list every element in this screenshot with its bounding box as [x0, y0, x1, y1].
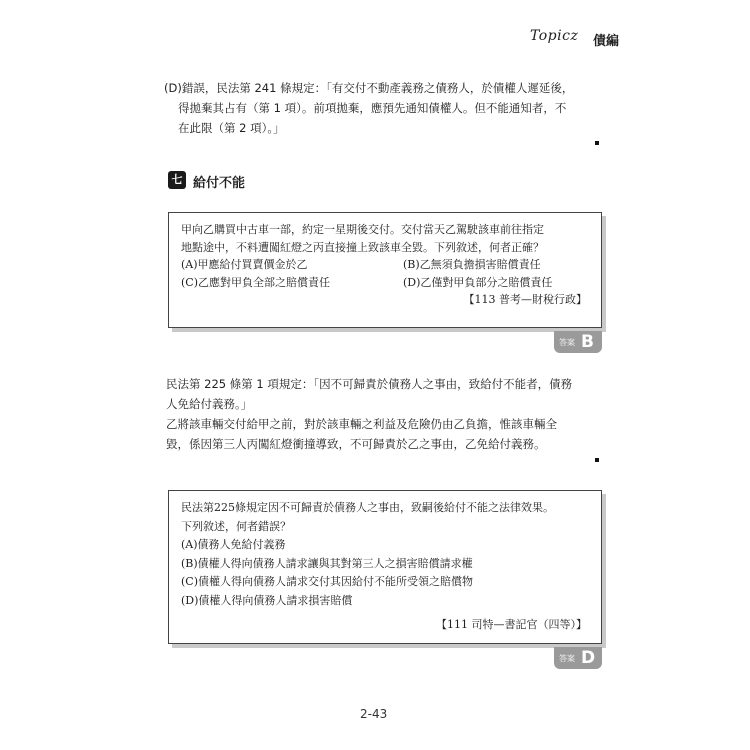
- explanation-line: 在此限（第 2 項）。」: [178, 121, 285, 135]
- question-box-2: [168, 490, 602, 644]
- question-stem: 地點途中，不料遭闖紅燈之丙直接撞上致該車全毀。下列敘述，何者正確？: [181, 240, 544, 254]
- section-number-badge: 七: [168, 171, 186, 189]
- option-d: (D)債權人得向債務人請求損害賠償: [181, 593, 353, 607]
- question-stem: 民法第225條規定因不可歸責於債務人之事由，致嗣後給付不能之法律效果。: [181, 501, 554, 514]
- answer-label: 答案: [559, 654, 575, 663]
- question-source: 【113 普考—財稅行政】: [463, 293, 587, 306]
- end-mark-icon: [595, 458, 599, 462]
- explanation-question-1: [166, 374, 611, 454]
- option-b: (B)乙無須負擔損害賠償責任: [403, 258, 541, 271]
- end-mark-icon: [595, 141, 599, 145]
- explanation-line: 得拋棄其占有（第 1 項）。前項拋棄，應預先通知債權人。但不能通知者，不: [178, 101, 567, 115]
- answer-value: B: [581, 332, 594, 352]
- option-d: (D)乙僅對甲負部分之賠償責任: [403, 275, 553, 289]
- explanation-line: 民法第 225 條第 1 項規定：「因不可歸責於債務人之事由，致給付不能者，債務: [166, 377, 573, 391]
- option-b: (B)債權人得向債務人請求讓與其對第三人之損害賠償請求權: [181, 556, 473, 570]
- answer-value: D: [581, 648, 596, 668]
- answer-label: 答案: [559, 338, 575, 347]
- answer-tab-1: [554, 331, 602, 353]
- question-stem: 下列敘述，何者錯誤？: [181, 519, 291, 533]
- page-number: 2-43: [360, 707, 388, 721]
- explanation-line: (D)錯誤，民法第 241 條規定：「有交付不動產義務之債務人，於債權人遲延後，: [164, 81, 574, 95]
- option-c: (C)債權人得向債務人請求交付其因給付不能所受領之賠償物: [181, 575, 473, 588]
- option-a: (A)債務人免給付義務: [181, 538, 286, 551]
- chapter-title: 債編: [593, 34, 620, 49]
- option-a: (A)甲應給付買賣價金於乙: [181, 258, 308, 271]
- explanation-line: 毀，係因第三人丙闖紅燈衝撞導致，不可歸責於乙之事由，乙免給付義務。: [166, 437, 546, 451]
- answer-tab-2: [554, 647, 602, 669]
- question-stem: 甲向乙購買中古車一部，約定一星期後交付。交付當天乙駕駛該車前往指定: [181, 223, 544, 236]
- section-title: 給付不能: [193, 176, 246, 191]
- explanation-line: 人免給付義務。」: [166, 397, 253, 411]
- option-c: (C)乙應對甲負全部之賠償責任: [181, 275, 330, 289]
- explanation-line: 乙將該車輛交付給甲之前，對於該車輛之利益及危險仍由乙負擔，惟該車輛全: [166, 417, 557, 431]
- explanation-option-d: [164, 78, 604, 138]
- topic-logo: Topicz: [530, 28, 579, 44]
- question-source: 【111 司特—書記官（四等）】: [436, 618, 587, 631]
- question-box-1: [168, 212, 602, 328]
